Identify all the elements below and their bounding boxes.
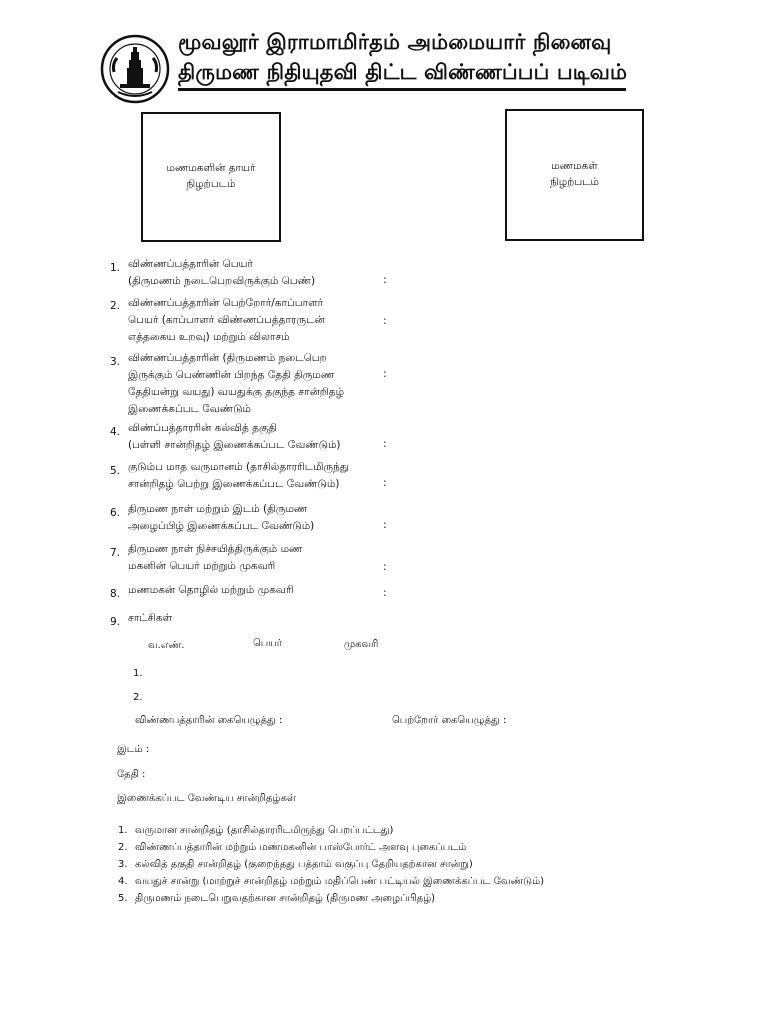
item-8-label: மணமகன் தொழில் மற்றும் முகவரி [128,584,294,596]
item-1-number: 1. [109,262,120,274]
item-4-field[interactable]: : [383,437,387,450]
attachment-2-text: விண்ணப்பத்தாரின் மற்றும் மணமகனின் பாஸ்போர்ட் அளவு புகைப்படம் [135,842,467,853]
item-5-label: குடும்ப மாத வருமானம் (தாசில்தாரரிடமிருந்து சான்றிதழ் பெற்று இணைக்கப்பட வேண்டும்) [128,461,349,490]
item-7-number: 7. [109,547,120,559]
item-1-field[interactable]: : [383,273,387,286]
item-6-number: 6. [109,507,120,519]
mother-photo-label: மணமகளின் தாயர் [166,162,256,175]
date-label[interactable]: தேதி : [117,769,146,780]
item-3-field[interactable]: : [383,367,387,380]
attachment-3-text: கல்வித் தகுதி சான்றிதழ் (குறைந்தது பத்தாம் வகுப்பு தேறியதற்கான சான்று) [135,859,473,870]
mother-photo-sublabel: நிழற்படம் [186,178,236,190]
witness-row-1[interactable]: 1. [133,668,143,679]
attachment-5-number: 5. [118,893,128,904]
item-2-field[interactable]: : [383,314,387,327]
item-8-field[interactable]: : [383,586,387,599]
item-8-number: 8. [109,588,120,600]
item-6-label: திருமண நாள் மற்றும் இடம் (திருமண அழைப்பிழ் இணைக்கப்பட வேண்டும்) [128,503,315,532]
tamil-nadu-emblem-icon [100,34,170,104]
item-3-number: 3. [109,356,120,368]
form-title-line1: மூவலூர் இராமாமிர்தம் அம்மையார் நினைவு [178,30,612,54]
item-7-label: திருமண நாள் நிச்சயித்திருக்கும் மண மகனின் பெயர் மற்றும் முகவரி [128,543,303,572]
witness-row-2[interactable]: 2. [133,692,143,703]
title-underline [178,88,626,91]
parent-signature-label[interactable]: பெற்றோர் கையெழுத்து : [392,715,507,726]
attachment-1-number: 1. [118,825,128,836]
witness-address-header: முகவரி [344,639,379,650]
witness-name-header: பெயர் [253,638,283,649]
item-5-number: 5. [109,465,120,477]
place-label[interactable]: இடம் : [117,744,150,755]
bride-photo-sublabel: நிழற்படம் [550,176,599,188]
applicant-signature-label[interactable]: விண்ணபத்தாரின் கையெழுத்து : [135,715,283,726]
attachment-3-number: 3. [118,859,128,870]
item-7-field[interactable]: : [383,560,387,573]
item-2-number: 2. [109,300,120,312]
bride-photo-label: மணமகள் [551,160,598,173]
item-4-label: விண்ப்பத்தாரரின் கல்வித் தகுதி (பள்ளி சான்றிதழ் இணைக்கப்பட வேண்டும்) [128,422,341,451]
attachments-heading: இணைக்கப்பட வேண்டிய சான்றிதழ்கள் [117,793,296,804]
bride-photo-box[interactable] [505,109,644,241]
attachment-1-text: வருமான சான்றிதழ் (தாசில்தாரரிடமிருந்து பெறப்பட்டது) [135,825,394,836]
form-title-line2: திருமண நிதியுதவி திட்ட விண்ணப்பப் படிவம் [178,60,628,84]
item-6-field[interactable]: : [383,518,387,531]
witness-serial-header: வ.எண். [148,640,185,651]
attachment-4-text: வயதுச் சான்று (மாற்றுச் சான்றிதழ் மற்றும் மதிப்பெண் பட்டியல் இணைக்கப்பட வேண்டும்) [135,876,545,887]
attachment-2-number: 2. [118,842,128,853]
item-4-number: 4. [109,426,120,438]
item-9-label: சாட்சிகள் [128,612,173,624]
item-9-number: 9. [109,616,120,628]
attachment-5-text: திருமணம் நடைபெறுவதற்கான சான்றிதழ் (திருமண அழைப்பிதழ்) [135,893,436,904]
attachment-4-number: 4. [118,876,128,887]
item-3-label: விண்ணப்பத்தாரின் (திருமணம் நடைபெற இருக்கும் பெண்ணின் பிறந்த தேதி திருமண தேதியன்று வயது) வயதுக்கு தகுந்த சான்றிதழ் இணைக்கப்பட வேண்டும் [128,352,345,415]
mother-photo-box[interactable] [141,112,281,242]
item-1-label: விண்ணப்பத்தாரின் பெயர் (திருமணம் நடைபெறவிருக்கும் பெண்) [128,258,316,287]
item-2-label: விண்ணப்பத்தாரின் பெற்றோர்/காப்பாளர் பெயர் (காப்பாளர் விண்ணப்பத்தாரருடன் எத்தகைய உறவு) மற்றும் விலாசம் [128,297,325,343]
item-5-field[interactable]: : [383,476,387,489]
